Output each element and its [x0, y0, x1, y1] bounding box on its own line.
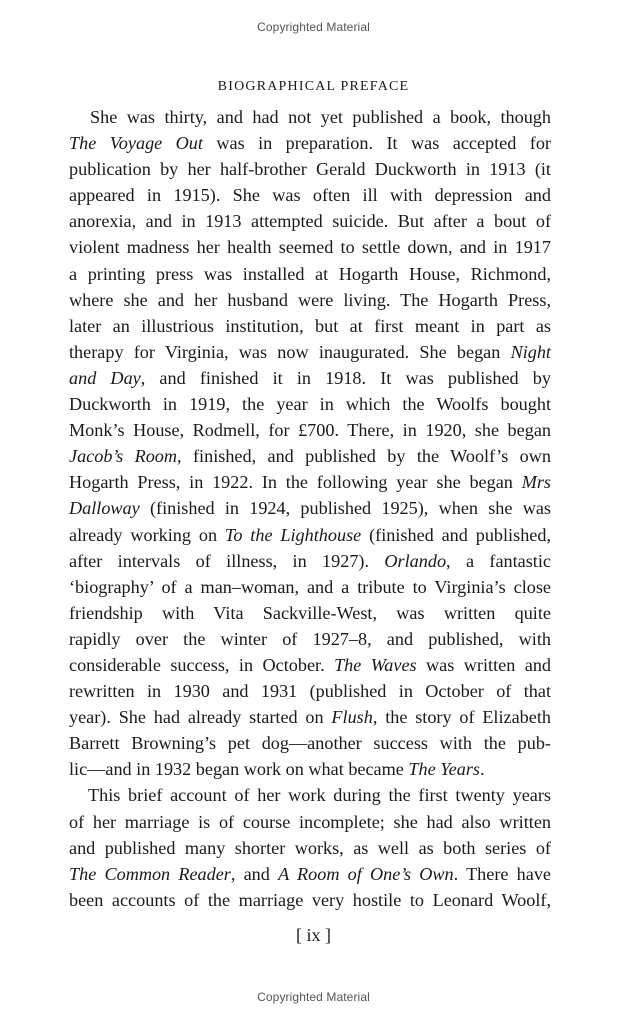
text-run: (finished in 1924, published 1925), when she was	[139, 498, 551, 519]
text-line	[69, 391, 551, 417]
text-line	[69, 835, 551, 861]
text-line	[69, 208, 551, 234]
text-line	[69, 626, 551, 652]
text-run: year). She had already started on	[69, 707, 332, 728]
text-line	[69, 261, 551, 287]
italic-title: The Common Reader	[69, 863, 231, 884]
italic-title: and Day	[69, 367, 141, 388]
text-run: appeared in 1915). She was often ill with depression and	[69, 185, 551, 206]
text-line	[69, 443, 551, 469]
text-run: Monk’s House, Rodmell, for £700. There, in 1920, she began	[69, 420, 551, 441]
text-line	[69, 652, 551, 678]
text-run: , a fantastic	[446, 550, 551, 571]
text-run: . There have	[453, 863, 551, 884]
text-line	[69, 417, 551, 443]
italic-title: A Room of One’s Own	[278, 863, 454, 884]
text-line	[69, 156, 551, 182]
text-line	[69, 522, 551, 548]
text-line	[69, 130, 551, 156]
italic-title: The Years	[408, 759, 481, 780]
text-run: Duckworth in 1919, the year in which the Woolfs bought	[69, 394, 551, 415]
text-line	[69, 887, 551, 913]
italic-title: The Voyage Out	[69, 133, 203, 154]
text-run: was in preparation. It was accepted for	[202, 133, 551, 154]
text-line	[69, 495, 551, 521]
text-run: She was thirty, and had not yet published a book, though	[90, 107, 551, 127]
paragraph-2	[69, 782, 551, 912]
text-line	[69, 730, 551, 756]
text-run: , and	[230, 863, 279, 884]
text-line	[69, 861, 551, 887]
text-line	[69, 469, 551, 495]
text-run: already working on	[69, 524, 225, 545]
text-run: later an illustrious institution, but at first meant in part as	[69, 315, 551, 336]
text-run: rewritten in 1930 and 1931 (published in October of that	[69, 681, 551, 702]
text-line	[69, 782, 551, 808]
text-line	[69, 574, 551, 600]
italic-title: To the Lighthouse	[224, 524, 362, 545]
text-run: anorexia, and in 1913 attempted suicide. But after a bout of	[69, 211, 551, 232]
text-line	[69, 756, 551, 782]
text-run: and published many shorter works, as well as both series of	[69, 837, 551, 858]
italic-title: Night	[510, 341, 551, 362]
text-line	[69, 182, 551, 208]
text-run: , and finished it in 1918. It was published by	[140, 367, 551, 388]
text-run: , finished, and published by the Woolf’s own	[177, 446, 551, 467]
text-run: Barrett Browning’s pet dog—another success with the pub-	[69, 733, 551, 754]
text-line	[69, 313, 551, 339]
text-run: rapidly over the winter of 1927–8, and published, with	[69, 628, 551, 649]
text-line	[69, 548, 551, 574]
text-run: , the story of Elizabeth	[372, 707, 551, 728]
text-run: of her marriage is of course incomplete; she had also written	[69, 811, 551, 832]
text-line	[69, 287, 551, 313]
text-line	[69, 339, 551, 365]
copyright-watermark-top: Copyrighted Material	[257, 20, 370, 34]
copyright-watermark-bottom: Copyrighted Material	[257, 990, 370, 1004]
text-run: ‘biography’ of a man–woman, and a tribute to Virginia’s close	[69, 576, 551, 597]
text-run: This brief account of her work during the first twenty years	[88, 785, 551, 806]
text-run: was written and	[416, 654, 552, 675]
text-line	[69, 365, 551, 391]
text-run: where she and her husband were living. The Hogarth Press,	[69, 289, 551, 310]
text-run: after intervals of illness, in 1927).	[69, 550, 385, 571]
text-line	[69, 678, 551, 704]
text-run: therapy for Virginia, was now inaugurated. She began	[69, 341, 511, 362]
text-run: been accounts of the marriage very hostile to Leonard Woolf,	[69, 889, 551, 910]
text-run: Hogarth Press, in 1922. In the following year she began	[69, 472, 522, 493]
italic-title: Flush	[331, 707, 373, 728]
text-run: considerable success, in October.	[69, 654, 335, 675]
text-run: lic—and in 1932 began work on what became	[69, 759, 409, 780]
text-run: .	[480, 759, 485, 780]
body-text	[69, 104, 551, 913]
italic-title: Dalloway	[69, 498, 140, 519]
text-run: (finished and published,	[361, 524, 551, 545]
text-line	[69, 234, 551, 260]
italic-title: The Waves	[334, 654, 417, 675]
running-head: BIOGRAPHICAL PREFACE	[217, 79, 410, 94]
italic-title: Jacob’s Room	[69, 446, 178, 467]
page-number: [ ix ]	[296, 925, 331, 945]
text-run: violent madness her health seemed to settle down, and in 1917	[69, 237, 551, 258]
text-run: friendship with Vita Sackville-West, was written quite	[69, 602, 551, 623]
paragraph-1	[69, 104, 551, 782]
text-run: publication by her half-brother Gerald Duckworth in 1913 (it	[69, 159, 551, 180]
italic-title: Mrs	[521, 472, 551, 493]
text-line	[69, 809, 551, 835]
text-line	[69, 704, 551, 730]
text-run: a printing press was installed at Hogarth House, Richmond,	[69, 263, 551, 284]
text-line	[69, 600, 551, 626]
text-line	[69, 104, 551, 130]
italic-title: Orlando	[384, 550, 447, 571]
